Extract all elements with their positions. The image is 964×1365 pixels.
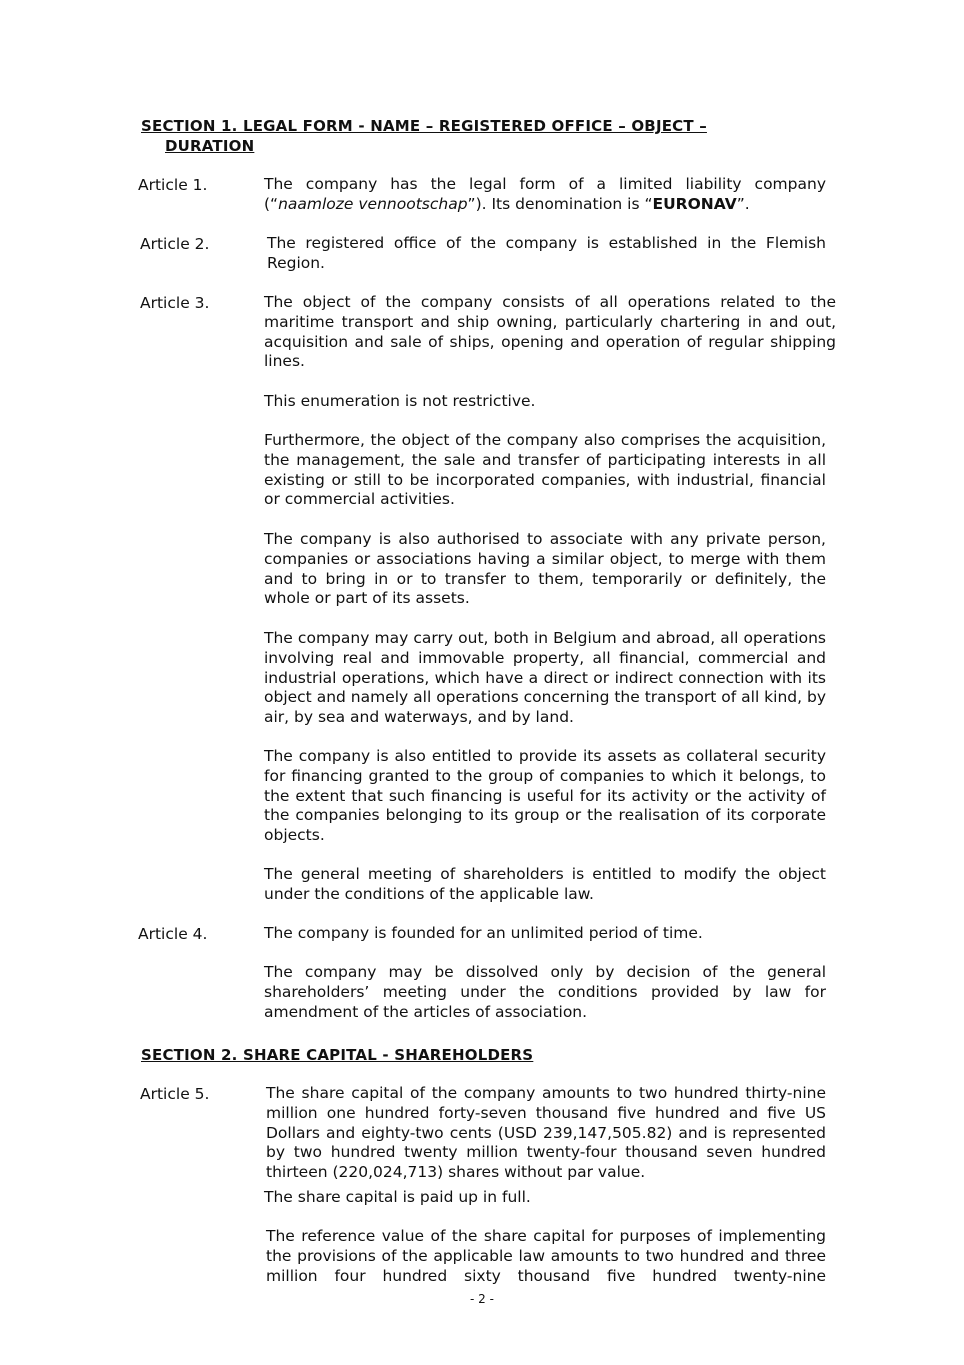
article-4-paragraph-2: The company may be dissolved only by decision of the general shareholders’ meeting under the conditions provided by law for amendment of the articles of association. [264, 963, 826, 1021]
section-1-heading-line1: SECTION 1. LEGAL FORM - NAME – REGISTERED OFFICE – OBJECT – [141, 117, 707, 135]
article-1-label: Article 1. [138, 176, 208, 194]
article-1-open-quote: (“ [264, 194, 279, 213]
article-5-paragraph-3: The reference value of the share capital for purposes of implementing the provisions of the applicable law amounts to two hundred and three million four hundred sixty thousand five hundred twenty-nine [266, 1227, 826, 1285]
article-1-line-2 [264, 195, 826, 215]
article-5-paragraph-2: The share capital is paid up in full. [264, 1188, 531, 1206]
article-1-close-quote: ”. [736, 194, 750, 213]
article-1-line-1: The company has the legal form of a limited liability company [264, 175, 826, 193]
section-1-heading-line2: DURATION [165, 137, 255, 155]
page-number: - 2 - [470, 1292, 494, 1306]
section-1-heading [141, 116, 707, 156]
article-3-paragraph-1: The object of the company consists of all operations related to the maritime transport and ship owning, particularly chartering in and out, acquisition and sale of ships, opening and operation of regular shipping lines. [264, 293, 836, 371]
article-4-paragraph-1: The company is founded for an unlimited period of time. [264, 924, 703, 942]
article-1-company-name: EURONAV [652, 194, 737, 213]
article-3-paragraph-5: The company may carry out, both in Belgium and abroad, all operations involving real and immovable property, all financial, commercial and industrial operations, which have a direct or indirect connection with its object and namely all operations concerning the transport of all kind, by air, by sea and waterways, and by land. [264, 629, 826, 727]
article-5-label: Article 5. [140, 1085, 210, 1103]
article-3-paragraph-3: Furthermore, the object of the company also comprises the acquisition, the management, the sale and transfer of participating interests in all existing or still to be incorporated companies, with industrial, financial or commercial activities. [264, 431, 826, 509]
article-1-legal-form-term: naamloze vennootschap [278, 194, 468, 213]
article-2-label: Article 2. [140, 235, 210, 253]
article-3-paragraph-2: This enumeration is not restrictive. [264, 392, 536, 410]
section-2-heading: SECTION 2. SHARE CAPITAL - SHAREHOLDERS [141, 1046, 534, 1064]
article-3-label: Article 3. [140, 294, 210, 312]
article-4-label: Article 4. [138, 925, 208, 943]
article-3-paragraph-4: The company is also authorised to associate with any private person, companies or associations having a similar object, to merge with them and to bring in or to transfer to them, temporarily or definitely, the whole or part of its assets. [264, 530, 826, 608]
article-1-denomination-intro: ”). Its denomination is “ [467, 194, 653, 213]
article-2-paragraph-1: The registered office of the company is established in the Flemish Region. [267, 234, 826, 272]
article-3-paragraph-6: The company is also entitled to provide its assets as collateral security for financing granted to the group of companies to which it belongs, to the extent that such financing is useful for its activity or the activity of the companies belonging to its group or the realisation of its corporate objects. [264, 747, 826, 845]
article-1-paragraph-1 [264, 175, 826, 215]
article-3-paragraph-7: The general meeting of shareholders is entitled to modify the object under the conditions of the applicable law. [264, 865, 826, 903]
article-5-paragraph-1: The share capital of the company amounts to two hundred thirty-nine million one hundred forty-seven thousand five hundred and five US Dollars and eighty-two cents (USD 239,147,505.82) and is represented by two hundred twenty million twenty-four thousand seven hundred thirteen (220,024,713) shares without par value. [266, 1084, 826, 1182]
